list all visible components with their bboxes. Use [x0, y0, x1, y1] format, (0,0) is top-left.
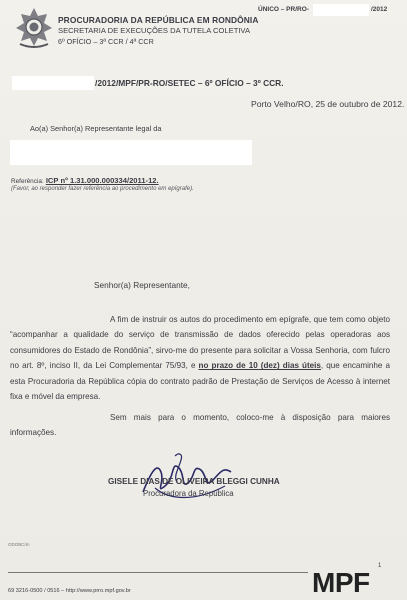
handwritten-signature [135, 442, 245, 508]
protocol-prefix: ÚNICO – PR/RO- [258, 6, 309, 13]
deadline-text: no prazo de 10 (dez) dias úteis [198, 361, 321, 371]
coat-of-arms-icon [14, 6, 54, 50]
document-code: ODOBC/m [8, 542, 30, 547]
reference-value: ICP nº 1.31.000.000334/2011-12. [45, 176, 159, 185]
page-number: 1 [378, 563, 382, 569]
office-header: 6º OFÍCIO – 3ª CCR / 4ª CCR [58, 37, 154, 46]
body-text: , que encaminhe a esta Procuradoria da República cópia do contrato padrão de Prestação de Serviços de Acesso à internet fixa e móvel da empresa. [10, 361, 391, 402]
redaction-box [10, 140, 252, 165]
protocol-year: /2012 [371, 6, 388, 13]
body-paragraph-2 [10, 410, 390, 441]
footer-divider [8, 572, 308, 573]
reference-note: (Favor, ao responder fazer referência ao procedimento em epígrafe). [11, 186, 194, 192]
body-paragraph-1 [10, 312, 390, 404]
salutation: Senhor(a) Representante, [94, 280, 190, 290]
signer-name: GISELE DIAS DE OLIVEIRA BLEGGI CUNHA [108, 477, 280, 486]
dept-header: SECRETARIA DE EXECUÇÕES DA TUTELA COLETIVA [58, 26, 251, 35]
addressee: Ao(a) Senhor(a) Representante legal da [30, 124, 162, 133]
place-date: Porto Velho/RO, 25 de outubro de 2012. [251, 99, 405, 109]
body-text: A fim de instruir os autos do procedimento em epígrafe, que tem como objeto “acompanhar a qualidade do serviço de transmissão de dados oferecido pelas operadoras aos consumidores do Estado de Rondônia”, sirvo-me do presente para solicitar a Vossa Senhoria, com fulcro no art. 8º, inciso II, da Lei Complementar 75/93, e [10, 315, 390, 371]
mpf-logo: MPF [312, 567, 370, 598]
footer-contact: 69 3216-0500 / 0516 – http://www.prro.mpf.gov.br [8, 588, 131, 594]
signer-role: Procuradora da República [143, 489, 234, 498]
org-header: PROCURADORIA DA REPÚBLICA EM RONDÔNIA [58, 15, 259, 25]
reference-label: Referência: [11, 178, 44, 185]
redaction-box [12, 76, 94, 90]
document-reference: /2012/MPF/PR-RO/SETEC – 6º OFÍCIO – 3º CCR. [95, 78, 284, 88]
redaction-box [313, 4, 369, 16]
reference-line [11, 176, 159, 185]
closing-text: Sem mais para o momento, coloco-me à disposição para maiores informações. [10, 413, 390, 438]
